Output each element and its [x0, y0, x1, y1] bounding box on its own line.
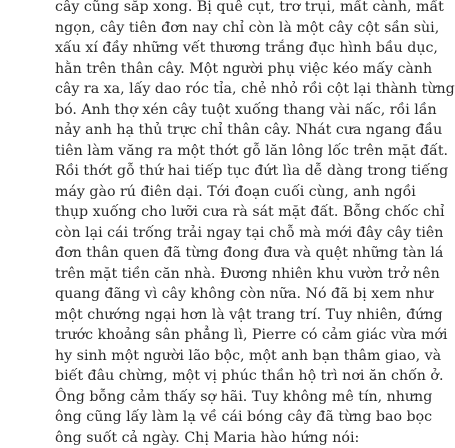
text-line: Ông bỗng cảm thấy sợ hãi. Tuy không mê tín, nhưng — [55, 387, 350, 408]
text-line: máy gào rú điên dại. Tới đoạn cuối cùng, anh ngồi — [55, 182, 350, 203]
text-line: trước khoảng sân phẳng lì, Pierre có cảm giác vừa mới — [55, 325, 350, 346]
text-line: hy sinh một người lão bộc, một anh bạn thâm giao, và — [55, 346, 350, 367]
text-line: tiên làm văng ra một thớt gỗ lăn lông lốc trên mặt đất. — [55, 141, 350, 162]
text-line: quang đãng vì cây không còn nữa. Nó đã bị xem như — [55, 284, 350, 305]
text-line: thụp xuống cho lưỡi cưa rà sát mặt đất. Bỗng chốc chỉ — [55, 202, 350, 223]
text-line: hằn trên thân cây. Một người phụ việc kéo mấy cành — [55, 59, 350, 80]
text-line: trên mặt tiền căn nhà. Đương nhiên khu vườn trở nên — [55, 264, 350, 285]
text-line: cây cũng sắp xong. Bị quê cụt, trơ trụi, mất cành, mất — [55, 0, 350, 18]
text-line: còn lại cái trống trải ngay tại chỗ mà mới đây cây tiên — [55, 223, 350, 244]
text-line: ông cũng lấy làm lạ về cái bóng cây đã từng bao bọc — [55, 407, 350, 428]
text-line: cây ra xa, lấy dao róc tỉa, chẻ nhỏ rồi cột lại thành từng — [55, 79, 350, 100]
text-line: xấu xí đầy những vết thương trắng đục hình bầu dục, — [55, 38, 350, 59]
text-line: ông suốt cả ngày. Chị Maria hào hứng nói: — [55, 428, 350, 448]
text-line: một chướng ngại hơn là vật trang trí. Tuy nhiên, đứng — [55, 305, 350, 326]
text-line: bó. Anh thợ xén cây tuột xuống thang vài nấc, rồi lần — [55, 100, 350, 121]
text-line: đơn thân quen đã từng đong đưa và quệt những tàn lá — [55, 243, 350, 264]
text-line: ngọn, cây tiên đơn nay chỉ còn là một cây cột sần sùi, — [55, 18, 350, 39]
text-line: biết đâu chừng, một vị phúc thần hộ trì nơi ăn chốn ở. — [55, 366, 350, 387]
text-line: nảy anh hạ thủ trực chỉ thân cây. Nhát cưa ngang đầu — [55, 120, 350, 141]
text-line: Rồi thớt gỗ thứ hai tiếp tục đứt lìa dễ dàng trong tiếng — [55, 161, 350, 182]
body-text — [55, 0, 350, 448]
